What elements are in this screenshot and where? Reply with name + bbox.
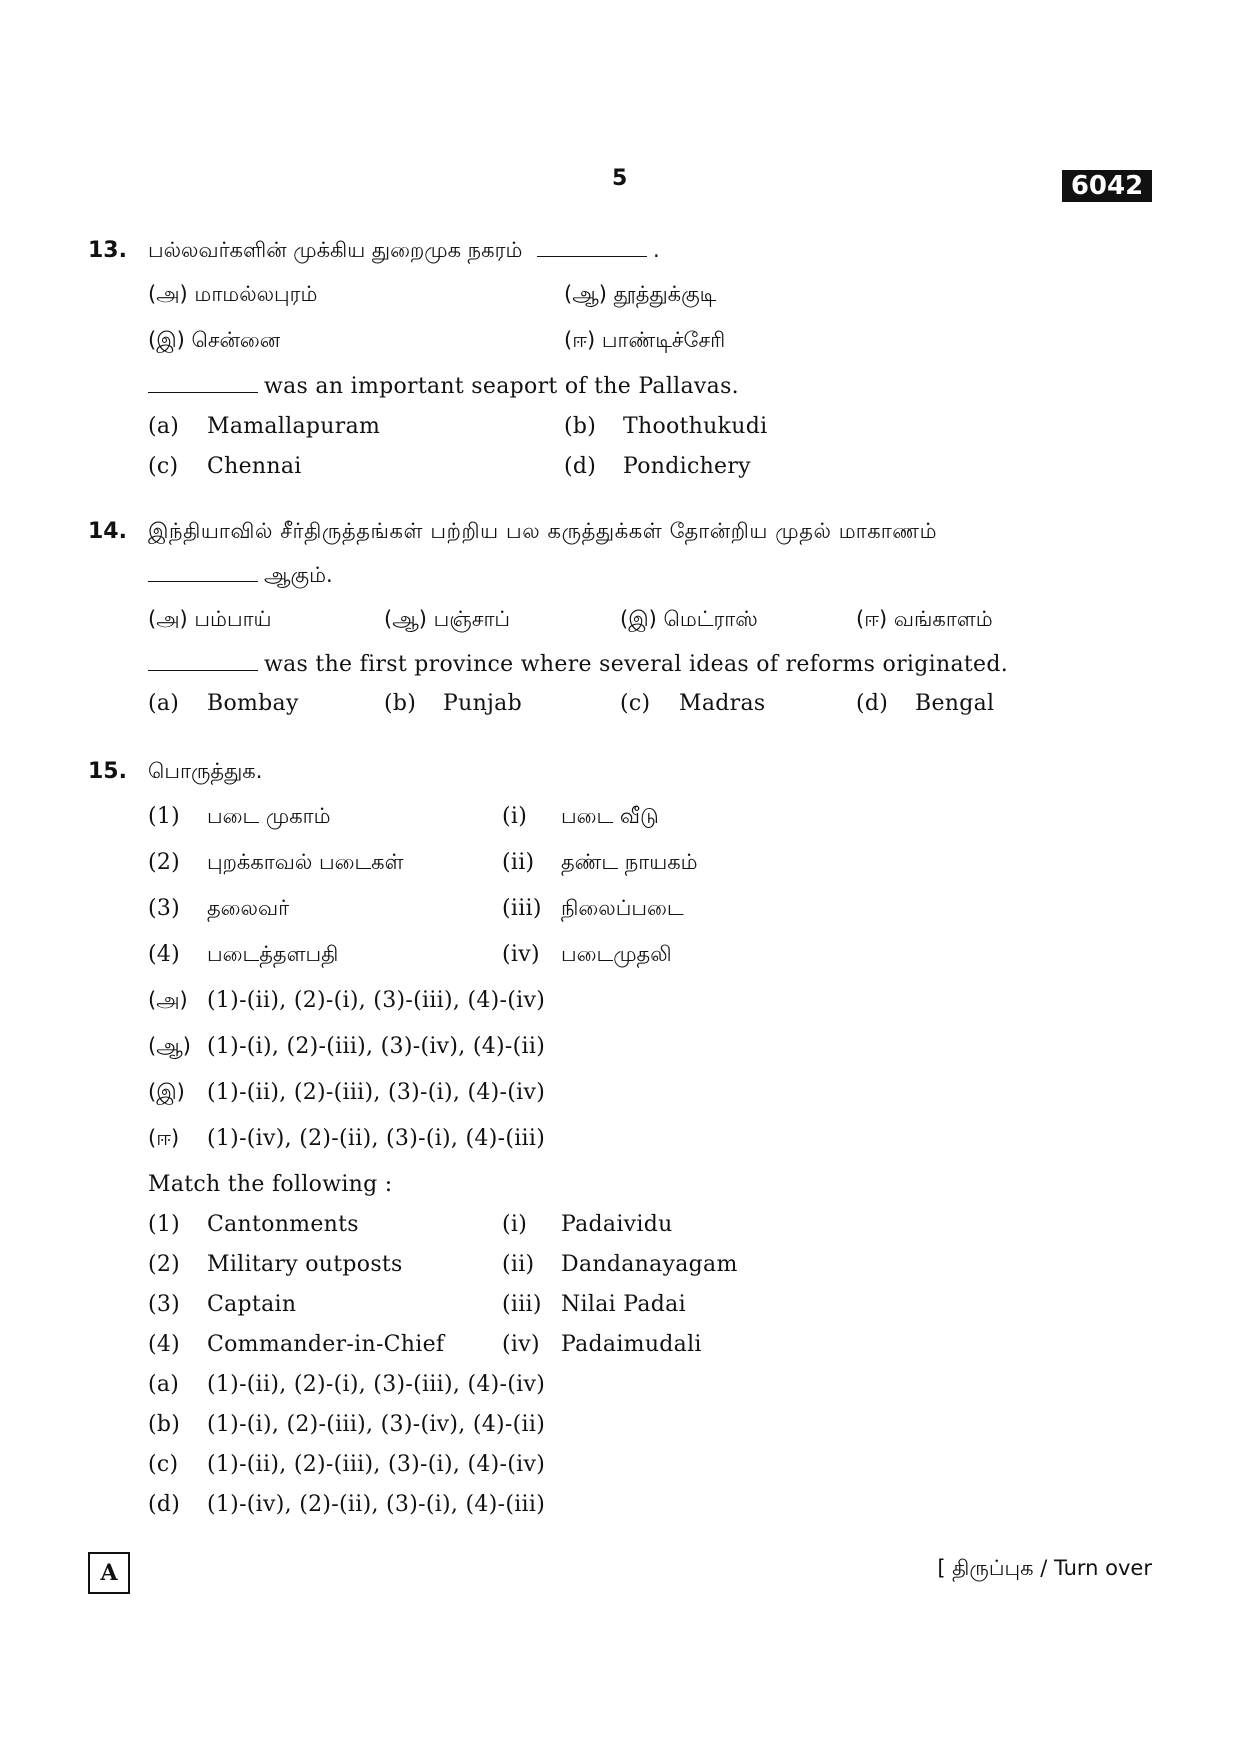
option: [384, 607, 510, 634]
option-label: (அ): [148, 607, 188, 631]
option-label: (a): [148, 414, 180, 439]
option-text: Chennai: [207, 454, 302, 479]
english-question-text: was an important seaport of the Pallavas.: [264, 374, 739, 399]
option-label: (ஆ): [384, 607, 427, 631]
pair-right-text: Nilai Padai: [561, 1292, 686, 1317]
tamil-question: [148, 238, 660, 265]
pair-right-text: Padaividu: [561, 1212, 673, 1237]
option-text: பாண்டிச்சேரி: [601, 328, 726, 352]
option-text: பம்பாய்: [194, 607, 272, 631]
pair-right-label: (iii): [502, 1292, 542, 1317]
option: [148, 414, 179, 439]
pair-right-label: (i): [502, 804, 528, 829]
option-label: (d): [564, 454, 597, 479]
pair-right-text: தண்ட நாயகம்: [561, 850, 698, 874]
option: [620, 607, 758, 634]
tamil-question-end: .: [653, 238, 660, 262]
question-number: 15.: [88, 759, 127, 784]
option-label: (a): [148, 1372, 180, 1397]
pair-right-label: (ii): [502, 1252, 535, 1277]
pair-right-text: நிலைப்படை: [561, 896, 684, 920]
option-label: (ஈ): [148, 1126, 180, 1150]
option-label: (c): [148, 454, 179, 479]
pair-left-text: தலைவர்: [207, 896, 290, 920]
pair-right-label: (ii): [502, 850, 535, 875]
option-label: (இ): [620, 607, 657, 631]
option-label: (a): [148, 691, 180, 716]
pair-left-label: (1): [148, 804, 181, 829]
option-label: (d): [148, 1492, 181, 1517]
option-label: (b): [384, 691, 417, 716]
option-label: (c): [620, 691, 651, 716]
option-text: Punjab: [443, 691, 522, 716]
option-text: (1)-(ii), (2)-(i), (3)-(iii), (4)-(iv): [207, 1372, 546, 1397]
pair-right-label: (iii): [502, 896, 542, 921]
pair-right-label: (i): [502, 1212, 528, 1237]
tamil-question-text: பல்லவர்களின் முக்கிய துறைமுக நகரம்: [148, 238, 523, 262]
option: [856, 607, 993, 634]
option-label: (இ): [148, 1080, 185, 1104]
tamil-question-text: இந்தியாவில் சீர்திருத்தங்கள் பற்றிய பல கருத்துக்கள் தோன்றிய முதல் மாகாணம்: [148, 519, 938, 543]
answer-blank: [148, 652, 258, 671]
pair-left-label: (2): [148, 1252, 181, 1277]
option-label: (d): [856, 691, 889, 716]
option-label: (ஆ): [564, 282, 607, 306]
option-text: வங்காளம்: [893, 607, 993, 631]
pair-left-text: Military outposts: [207, 1252, 403, 1277]
pair-left-text: Captain: [207, 1292, 297, 1317]
option-text: மெட்ராஸ்: [663, 607, 758, 631]
question-number: 14.: [88, 519, 127, 544]
option-label: (b): [564, 414, 597, 439]
option-text: (1)-(ii), (2)-(iii), (3)-(i), (4)-(iv): [207, 1452, 546, 1477]
pair-left-text: புறக்காவல் படைகள்: [207, 850, 404, 874]
tamil-question-text: பொருத்துக.: [148, 759, 263, 783]
pair-left-label: (3): [148, 1292, 181, 1317]
pair-right-label: (iv): [502, 1332, 540, 1357]
option-label: (c): [148, 1452, 179, 1477]
page-number: 5: [612, 166, 628, 191]
english-question: [148, 652, 1008, 677]
option-text: Madras: [679, 691, 766, 716]
question-number: 13.: [88, 238, 127, 263]
pair-left-label: (1): [148, 1212, 181, 1237]
option: [148, 282, 317, 309]
option-text: மாமல்லபுரம்: [194, 282, 318, 306]
option-text: பஞ்சாப்: [433, 607, 511, 631]
pair-right-text: படை வீடு: [561, 804, 659, 828]
pair-left-label: (3): [148, 896, 181, 921]
pair-left-text: படைத்தளபதி: [207, 942, 339, 966]
tamil-question-continued: [148, 563, 333, 590]
pair-left-label: (4): [148, 1332, 181, 1357]
answer-blank: [148, 374, 258, 393]
pair-left-label: (4): [148, 942, 181, 967]
turn-over-label: [937, 1556, 1152, 1583]
english-question-text: Match the following :: [148, 1172, 393, 1197]
answer-blank: [537, 238, 647, 257]
option-label: (ஈ): [856, 607, 888, 631]
option-label: (இ): [148, 328, 185, 352]
option-text: (1)-(i), (2)-(iii), (3)-(iv), (4)-(ii): [207, 1412, 546, 1437]
option-text: Pondichery: [623, 454, 751, 479]
option-label: (ஆ): [148, 1034, 191, 1058]
option-text: (1)-(ii), (2)-(iii), (3)-(i), (4)-(iv): [207, 1080, 546, 1105]
pair-left-label: (2): [148, 850, 181, 875]
option-text: Bombay: [207, 691, 299, 716]
pair-left-text: Cantonments: [207, 1212, 359, 1237]
pair-right-text: Padaimudali: [561, 1332, 702, 1357]
series-box: A: [88, 1552, 130, 1594]
option-text: (1)-(iv), (2)-(ii), (3)-(i), (4)-(iii): [207, 1126, 546, 1151]
option-text: (1)-(ii), (2)-(i), (3)-(iii), (4)-(iv): [207, 988, 546, 1013]
english-question-text: was the first province where several ideas of reforms originated.: [264, 652, 1008, 677]
option-label: (அ): [148, 282, 188, 306]
option-label: (b): [148, 1412, 181, 1437]
option-text: Thoothukudi: [623, 414, 768, 439]
option-text: Mamallapuram: [207, 414, 381, 439]
option: [564, 328, 725, 355]
option-text: (1)-(i), (2)-(iii), (3)-(iv), (4)-(ii): [207, 1034, 546, 1059]
option: [148, 607, 272, 634]
pair-right-text: Dandanayagam: [561, 1252, 738, 1277]
english-question: [148, 374, 739, 399]
option-label: (அ): [148, 988, 188, 1012]
answer-blank: [148, 563, 258, 582]
pair-right-label: (iv): [502, 942, 540, 967]
option: [148, 328, 280, 355]
tamil-question-end: ஆகும்.: [264, 563, 333, 587]
pair-left-text: படை முகாம்: [207, 804, 331, 828]
paper-code-badge: 6042: [1062, 170, 1152, 202]
option: [564, 282, 716, 309]
pair-right-text: படைமுதலி: [561, 942, 672, 966]
option-label: (ஈ): [564, 328, 596, 352]
option-text: Bengal: [915, 691, 995, 716]
option-text: (1)-(iv), (2)-(ii), (3)-(i), (4)-(iii): [207, 1492, 546, 1517]
option-text: சென்னை: [191, 328, 281, 352]
pair-left-text: Commander-in-Chief: [207, 1332, 445, 1357]
option-text: தூத்துக்குடி: [613, 282, 717, 306]
turn-over-text: [ திருப்புக / Turn over: [937, 1556, 1152, 1580]
